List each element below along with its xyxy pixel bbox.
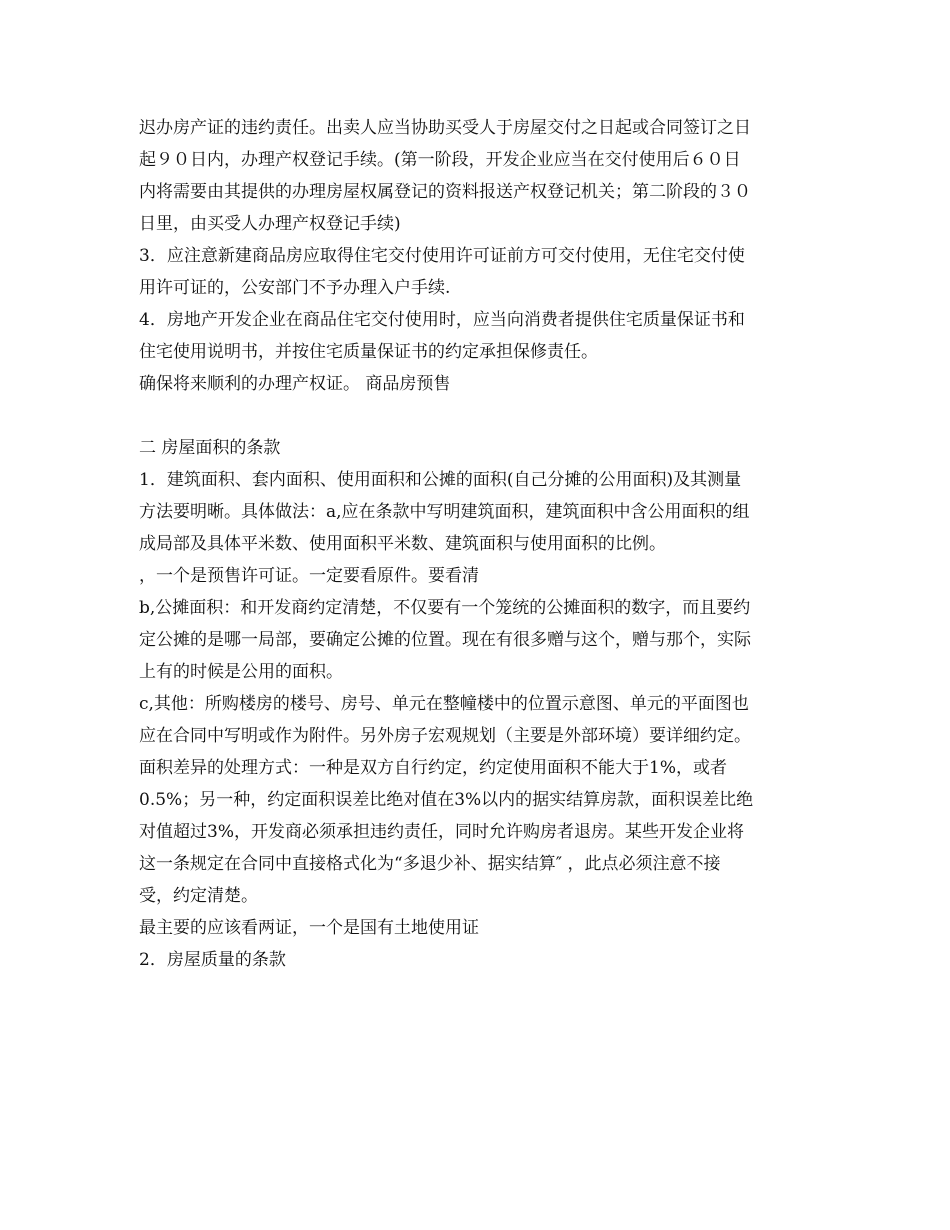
text-line: 3．应注意新建商品房应取得住宅交付使用许可证前方可交付使用，无住宅交付使 (139, 246, 745, 266)
blank-line (139, 400, 819, 432)
text-line: 起９０日内，办理产权登记手续。(第一阶段，开发企业应当在交付使用后６０日 (139, 150, 741, 170)
text-line: 0.5%；另一种，约定面积误差比绝对值在3%以内的据实结算房款，面积误差比绝 (139, 790, 754, 810)
section-heading: 二 房屋面积的条款 (139, 438, 281, 458)
text-line: 4．房地产开发企业在商品住宅交付使用时，应当向消费者提供住宅质量保证书和 (139, 310, 745, 330)
text-line: 对值超过3%，开发商必须承担违约责任，同时允许购房者退房。某些开发企业将 (139, 822, 744, 842)
text-line: 内将需要由其提供的办理房屋权属登记的资料报送产权登记机关；第二阶段的３０ (139, 182, 751, 202)
text-line: 这一条规定在合同中直接格式化为“多退少补、据实结算″ ，此点必须注意不接 (139, 854, 721, 874)
text-line: 1．建筑面积、套内面积、使用面积和公摊的面积(自己分摊的公用面积)及其测量 (139, 470, 742, 490)
text-line: 日里，由买受人办理产权登记手续) (139, 214, 401, 234)
text-line: 最主要的应该看两证，一个是国有土地使用证 (139, 918, 479, 938)
text-line: 受，约定清楚。 (139, 886, 258, 906)
text-line: ，一个是预售许可证。一定要看原件。要看清 (139, 566, 479, 586)
text-line: 用许可证的，公安部门不予办理入户手续. (139, 278, 451, 298)
text-line: 面积差异的处理方式：一种是双方自行约定，约定使用面积不能大于1%，或者 (139, 758, 727, 778)
text-line: 确保将来顺利的办理产权证。 商品房预售 (139, 374, 451, 394)
text-line: 应在合同中写明或作为附件。另外房子宏观规划（主要是外部环境）要详细约定。 (139, 726, 751, 746)
document-body (139, 112, 819, 976)
text-line: 定公摊的是哪一局部，要确定公摊的位置。现在有很多赠与这个，赠与那个，实际 (139, 630, 751, 650)
text-line: b,公摊面积：和开发商约定清楚，不仅要有一个笼统的公摊面积的数字，而且要约 (139, 598, 751, 618)
text-line: 2．房屋质量的条款 (139, 950, 286, 970)
text-line: 迟办房产证的违约责任。出卖人应当协助买受人于房屋交付之日起或合同签订之日 (139, 118, 751, 138)
text-line: 方法要明晰。具体做法：a,应在条款中写明建筑面积，建筑面积中含公用面积的组 (139, 502, 750, 522)
text-line: 住宅使用说明书，并按住宅质量保证书的约定承担保修责任。 (139, 342, 598, 362)
text-line: 成局部及具体平米数、使用面积平米数、建筑面积与使用面积的比例。 (139, 534, 666, 554)
text-line: 上有的时候是公用的面积。 (139, 662, 343, 682)
text-line: c,其他：所购楼房的楼号、房号、单元在整幢楼中的位置示意图、单元的平面图也 (139, 694, 749, 714)
